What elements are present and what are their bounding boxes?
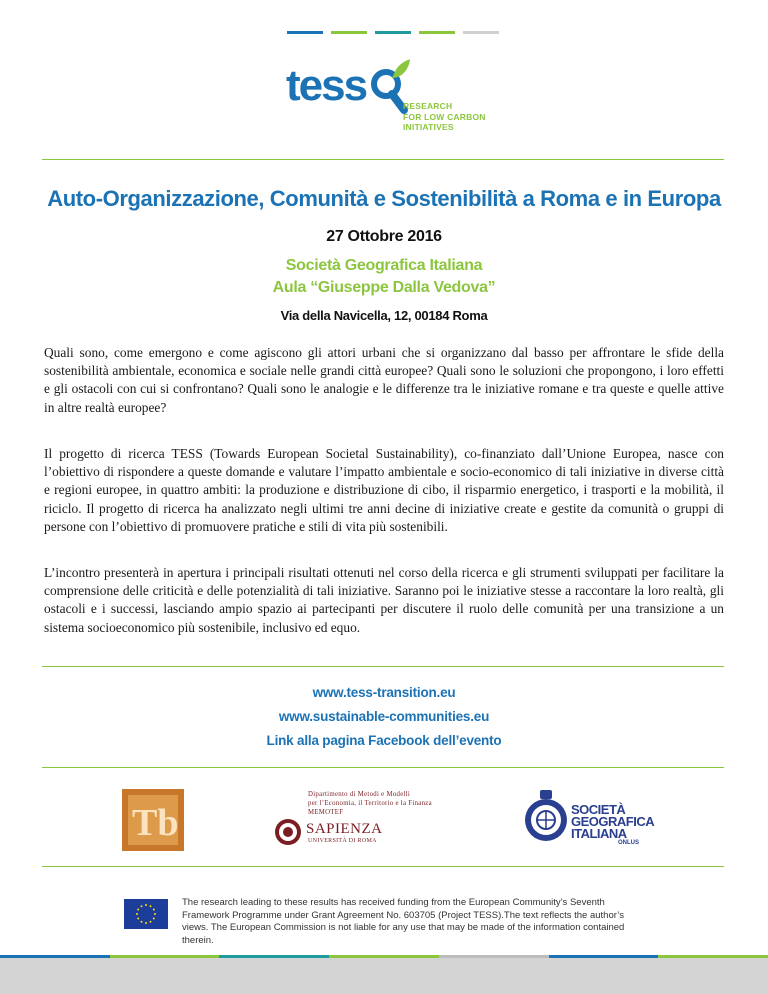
body-paragraph-3: L’incontro presenterà in apertura i principali risultati ottenuti nel corso della ricerca e gli strumenti sviluppati per facilitare la comprensione delle criticità e delle potenzialità di tali iniziative. Saranno poi le iniziative stesse a raccontare la loro realtà, gli ostacoli e i successi, lasciando ampio spazio ai partecipanti per discutere il ruolo delle comunità per una transizione a un sistema socioeconomico più sostenibile, inclusivo ed equo. [44, 565, 724, 635]
footer-bar-green [110, 955, 220, 958]
footer-bar-green-2 [329, 955, 439, 958]
logo-tagline [403, 101, 486, 133]
footer-bar-blue-2 [549, 955, 659, 958]
tess-wordmark: tess [286, 61, 367, 110]
venue-address: Via della Navicella, 12, 00184 Roma [280, 308, 488, 323]
color-bar-teal [375, 31, 411, 34]
footer-band [0, 955, 768, 994]
venue-name: Società Geografica Italiana [285, 257, 483, 274]
dept-memotef-name [308, 790, 432, 817]
sgi-emblem-icon [523, 788, 569, 844]
footer-color-bars [0, 955, 768, 958]
footer-bar-grey [439, 955, 549, 958]
color-bar-green-2 [419, 31, 455, 34]
funding-disclaimer: The research leading to these results has received funding from the European Community’s Seventh Framework Programme under Grant Agreement No. 603705 (Project TESS).The text reflects the author’s views. The European Commission is not liable for any use that may be made of the information contained therein. [182, 897, 625, 946]
sgi-line: GEOGRAFICA [571, 814, 655, 829]
sapienza-name: SAPIENZA [306, 821, 383, 837]
sgi-line: ITALIANA [571, 826, 627, 841]
sgi-line: SOCIETÀ [571, 802, 626, 817]
footer-bar-blue [0, 955, 110, 958]
eu-flag-icon [124, 899, 168, 929]
footer-bar-teal [219, 955, 329, 958]
tagline-line: FOR LOW CARBON [403, 111, 486, 122]
dept-line: per l’Economia, il Territorio e la Finanza [308, 800, 432, 807]
tb-logo [122, 789, 184, 851]
color-bar-grey [463, 31, 499, 34]
event-title: Auto-Organizzazione, Comunità e Sostenibilità a Roma e in Europa [47, 186, 721, 211]
dept-line: Dipartimento di Metodi e Modelli [308, 791, 411, 798]
footer-bar-green-3 [658, 955, 768, 958]
sapienza-subtitle: UNIVERSITÀ DI ROMA [308, 838, 377, 844]
sgi-onlus: ONLUS [618, 840, 639, 846]
communities-website-link[interactable]: www.sustainable-communities.eu [278, 709, 490, 724]
color-bar-blue [287, 31, 323, 34]
color-bar-green [331, 31, 367, 34]
tb-logo-text: Tb [132, 802, 179, 844]
divider-rule [42, 666, 724, 667]
tagline-line: RESEARCH [403, 101, 453, 111]
body-paragraph-2: Il progetto di ricerca TESS (Towards European Societal Sustainability), co-finanziato dall’Unione Europea, nasce con l’obiettivo di rispondere a queste domande e valutare l’impatto ambientale e socio-economico di tali iniziative in diverse città e regioni europee, in quattro ambiti: la produzione e distribuzione di cibo, il risparmio energetico, i trasporti e la mobilità, il riciclo. Il progetto di ricerca ha analizzato negli ultimi tre anni decine di iniziative create e gestite da comunità o gruppi di persone con l’obiettivo di promuovere pratiche e stili di vita più sostenibili. [44, 446, 724, 534]
divider-rule [42, 159, 724, 160]
body-paragraph-1: Quali sono, come emergono e come agiscono gli attori urbani che si organizzano dal basso per affrontare le sfide della sostenibilità ambientale, economica e sociale nelle grandi città europee? Quali sono le soluzioni che propongono, i loro effetti e gli ostacoli con cui si confrontano? Quali sono le analogie e le differenze tra le iniziative romane e tra queste e quelle attive in altre realtà europee? [44, 345, 724, 415]
facebook-event-link[interactable]: Link alla pagina Facebook dell’evento [266, 733, 502, 748]
sgi-name [571, 804, 654, 840]
dept-line: MEMOTEF [308, 809, 344, 816]
venue-room: Aula “Giuseppe Dalla Vedova” [272, 279, 496, 296]
sapienza-seal-icon [274, 818, 302, 846]
divider-rule [42, 767, 724, 768]
divider-rule [42, 866, 724, 867]
tagline-line: INITIATIVES [403, 122, 454, 132]
top-color-bars [287, 31, 499, 34]
event-date: 27 Ottobre 2016 [326, 228, 442, 245]
tess-website-link[interactable]: www.tess-transition.eu [312, 685, 456, 700]
